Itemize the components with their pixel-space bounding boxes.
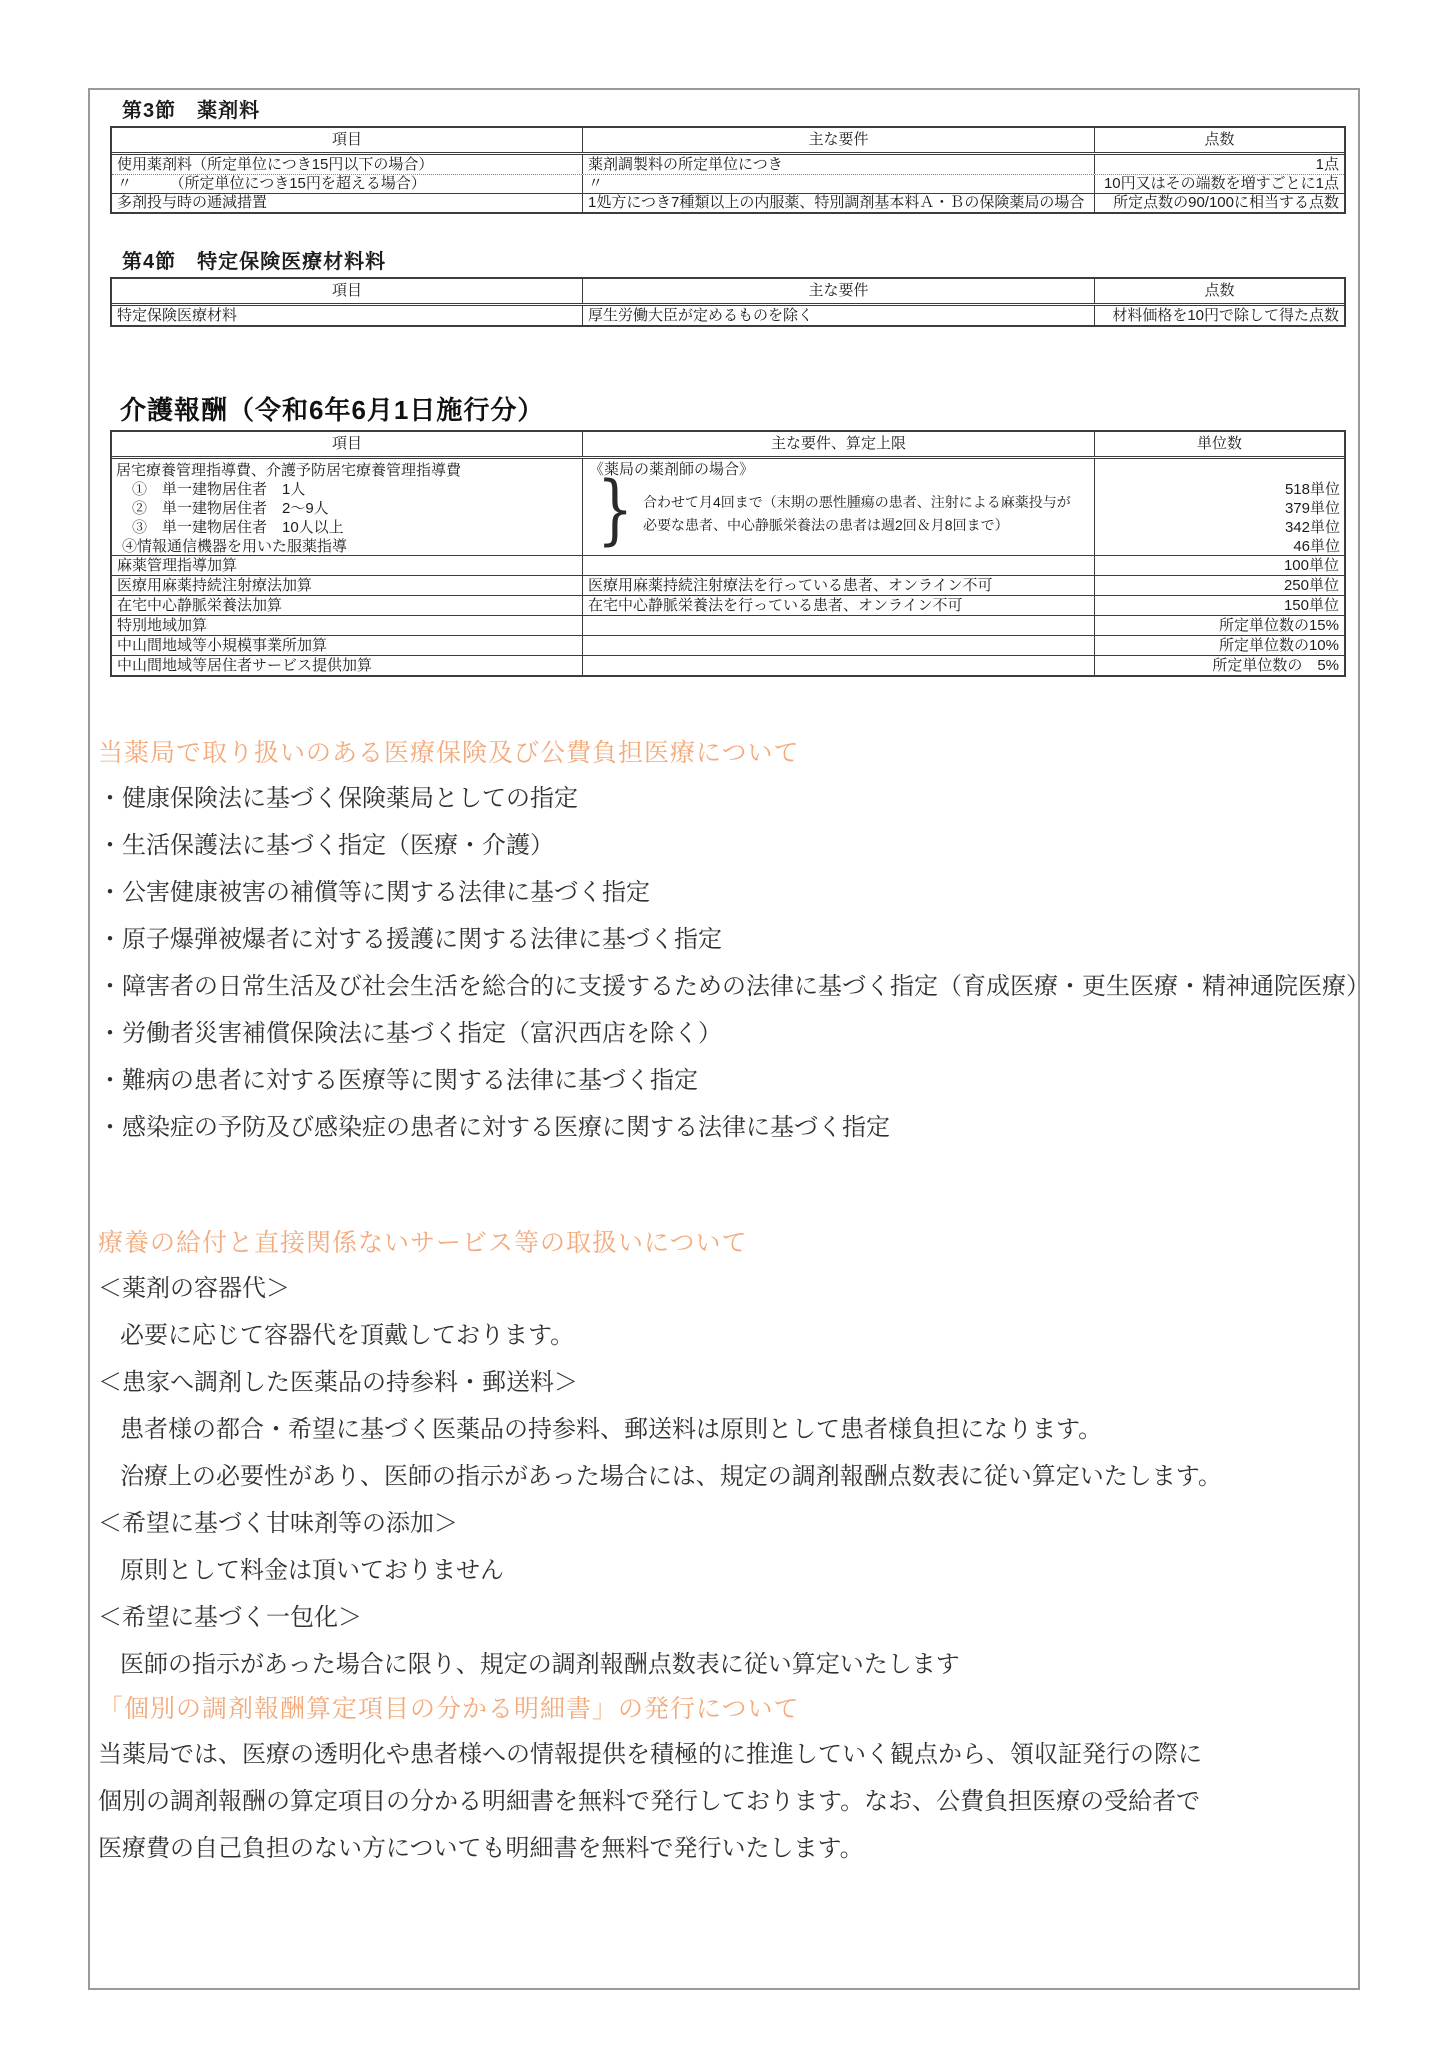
col-header-item: 項目 [331,131,362,148]
insurance-bullet: ・労働者災害補償保険法に基づく指定（富沢西店を除く） [98,1021,722,1047]
statement-line: 医療費の自己負担のない方についても明細書を無料で発行いたします。 [98,1836,864,1862]
insurance-bullet: ・原子爆弾被爆者に対する援護に関する法律に基づく指定 [98,927,722,953]
statement-heading: 「個別の調剤報酬算定項目の分かる明細書」の発行について [98,1696,800,1723]
yakuzairyo-table [110,126,1346,214]
table-row [112,193,1344,212]
group-condition [643,491,1071,537]
insurance-bullet: ・障害者の日常生活及び社会生活を総合的に支援するための法律に基づく指定（育成医療・更生医療・精神通院医療） [98,974,1370,1000]
table-row [112,555,1344,575]
col-header-units: 単位数 [1094,432,1344,456]
table-header-row [112,432,1344,459]
service-label: ＜薬剤の容器代＞ [98,1276,290,1302]
section4-title: 第4節 特定保険医療材料料 [122,251,387,273]
cell-requirement: 〃 [582,175,1094,193]
service-text: 治療上の必要性があり、医師の指示があった場合には、規定の調剤報酬点数表に従い算定いたします。 [120,1464,1222,1490]
table-header-row [112,128,1344,155]
services-heading: 療養の給付と直接関係ないサービス等の取扱いについて [98,1230,748,1257]
cell-units-group [1094,459,1344,556]
cell-requirement [582,556,1094,575]
group-condition-line: 合わせて月4回まで（末期の悪性腫瘍の患者、注射による麻薬投与が [643,494,1071,510]
cell-points: 所定点数の90/100に相当する点数 [1094,194,1344,212]
cell-points: 材料価格を10円で除して得た点数 [1094,306,1344,325]
insurance-bullet: ・生活保護法に基づく指定（医療・介護） [98,833,554,859]
cell-item: 在宅中心静脈栄養法加算 [117,596,283,614]
cell-requirement: 在宅中心静脈栄養法を行っている患者、オンライン不可 [582,596,1094,615]
group-condition-line: 必要な患者、中心静脈栄養法の患者は週2回＆月8回まで） [643,517,1009,533]
group-label: 居宅療養管理指導費、介護予防居宅療養管理指導費 [116,462,462,479]
cell-item: 多剤投与時の逓減措置 [117,194,268,211]
insurance-bullet: ・公害健康被害の補償等に関する法律に基づく指定 [98,880,650,906]
cell-units: 46単位 [1293,538,1340,555]
cell-requirement: 1処方につき7種類以上の内服薬、特別調剤基本料Ａ・Ｂの保険薬局の場合 [582,194,1094,212]
cell-requirement [582,616,1094,635]
cell-units: 所定単位数の10% [1094,636,1344,655]
cell-item: 麻薬管理指導加算 [117,556,238,574]
service-text: 医師の指示があった場合に限り、規定の調剤報酬点数表に従い算定いたします [120,1652,960,1678]
service-label: ＜希望に基づく甘味剤等の添加＞ [98,1511,458,1537]
cell-units: 100単位 [1094,556,1344,575]
statement-line: 当薬局では、医療の透明化や患者様への情報提供を積極的に推進していく観点から、領収証発行の際に [98,1742,1202,1768]
section3-title: 第3節 薬剤料 [122,100,261,122]
group-item: ③ 単一建物居住者 10人以上 [132,519,344,536]
group-row [112,459,1344,555]
col-header-requirement: 主な要件、算定上限 [582,432,1094,456]
cell-points: 10円又はその端数を増すごとに1点 [1094,175,1344,193]
col-header-item: 項目 [331,435,362,452]
cell-units: 379単位 [1284,500,1340,517]
cell-units: 所定単位数の 5% [1094,656,1344,675]
group-brace-icon: } [597,464,634,553]
group-item: ① 単一建物居住者 1人 [132,481,306,498]
service-text: 患者様の都合・希望に基づく医薬品の持参料、郵送料は原則として患者様負担になります。 [120,1417,1103,1443]
insurance-bullet: ・健康保険法に基づく保険薬局としての指定 [98,786,578,812]
cell-item: 使用薬剤料（所定単位につき15円以下の場合） [117,155,434,173]
cell-requirement: 医療用麻薬持続注射療法を行っている患者、オンライン不可 [582,576,1094,595]
zairyo-table [110,277,1346,327]
service-label: ＜希望に基づく一包化＞ [98,1605,362,1631]
table-row [112,174,1344,193]
kaigo-title: 介護報酬（令和6年6月1日施行分） [120,395,545,425]
cell-requirement: 薬剤調製料の所定単位につき [582,155,1094,174]
service-text: 原則として料金は頂いておりません [120,1558,504,1584]
table-row [112,575,1344,595]
cell-item: 特定保険医療材料 [117,306,238,324]
cell-units: 150単位 [1094,596,1344,615]
table-row [112,635,1344,655]
kaigo-table [110,430,1346,677]
cell-units: 342単位 [1284,519,1340,536]
cell-item: 特別地域加算 [117,616,208,634]
cell-requirement: 厚生労働大臣が定めるものを除く [582,306,1094,325]
cell-units: 250単位 [1094,576,1344,595]
cell-item-group [112,459,582,556]
table-row [112,155,1344,174]
col-header-item: 項目 [331,282,362,299]
group-req-title: 《薬局の薬剤師の場合》 [589,461,755,478]
cell-requirement [582,636,1094,655]
cell-requirement-group [582,459,1094,556]
insurance-heading: 当薬局で取り扱いのある医療保険及び公費負担医療について [98,740,800,767]
col-header-points: 点数 [1094,128,1344,152]
cell-item: 中山間地域等小規模事業所加算 [117,636,328,654]
col-header-requirement: 主な要件 [582,128,1094,152]
statement-line: 個別の調剤報酬の算定項目の分かる明細書を無料で発行しております。なお、公費負担医療の受給者で [98,1789,1201,1815]
group-item: ② 単一建物居住者 2～9人 [132,500,329,517]
insurance-section [98,738,1370,1152]
service-text: 必要に応じて容器代を頂戴しております。 [120,1323,575,1349]
cell-points: 1点 [1094,155,1344,174]
insurance-bullet: ・感染症の予防及び感染症の患者に対する医療に関する法律に基づく指定 [98,1115,890,1141]
table-row [112,655,1344,675]
cell-units: 所定単位数の15% [1094,616,1344,635]
service-label: ＜患家へ調剤した医薬品の持参料・郵送料＞ [98,1370,578,1396]
cell-item: 医療用麻薬持続注射療法加算 [117,576,313,594]
statement-section [98,1694,1362,1873]
col-header-points: 点数 [1094,279,1344,303]
cell-item: 中山間地域等居住者サービス提供加算 [117,656,373,674]
cell-requirement [582,656,1094,675]
group-item: ④情報通信機器を用いた服薬指導 [122,538,348,555]
table-row [112,595,1344,615]
table-row [112,615,1344,635]
units-spacer [1095,461,1340,480]
cell-item: 〃 （所定単位につき15円を超える場合） [117,175,426,192]
table-row [112,306,1344,325]
services-section [98,1228,1362,1689]
col-header-requirement: 主な要件 [582,279,1094,303]
table-header-row [112,279,1344,306]
insurance-bullet: ・難病の患者に対する医療等に関する法律に基づく指定 [98,1068,698,1094]
cell-units: 518単位 [1284,481,1340,498]
